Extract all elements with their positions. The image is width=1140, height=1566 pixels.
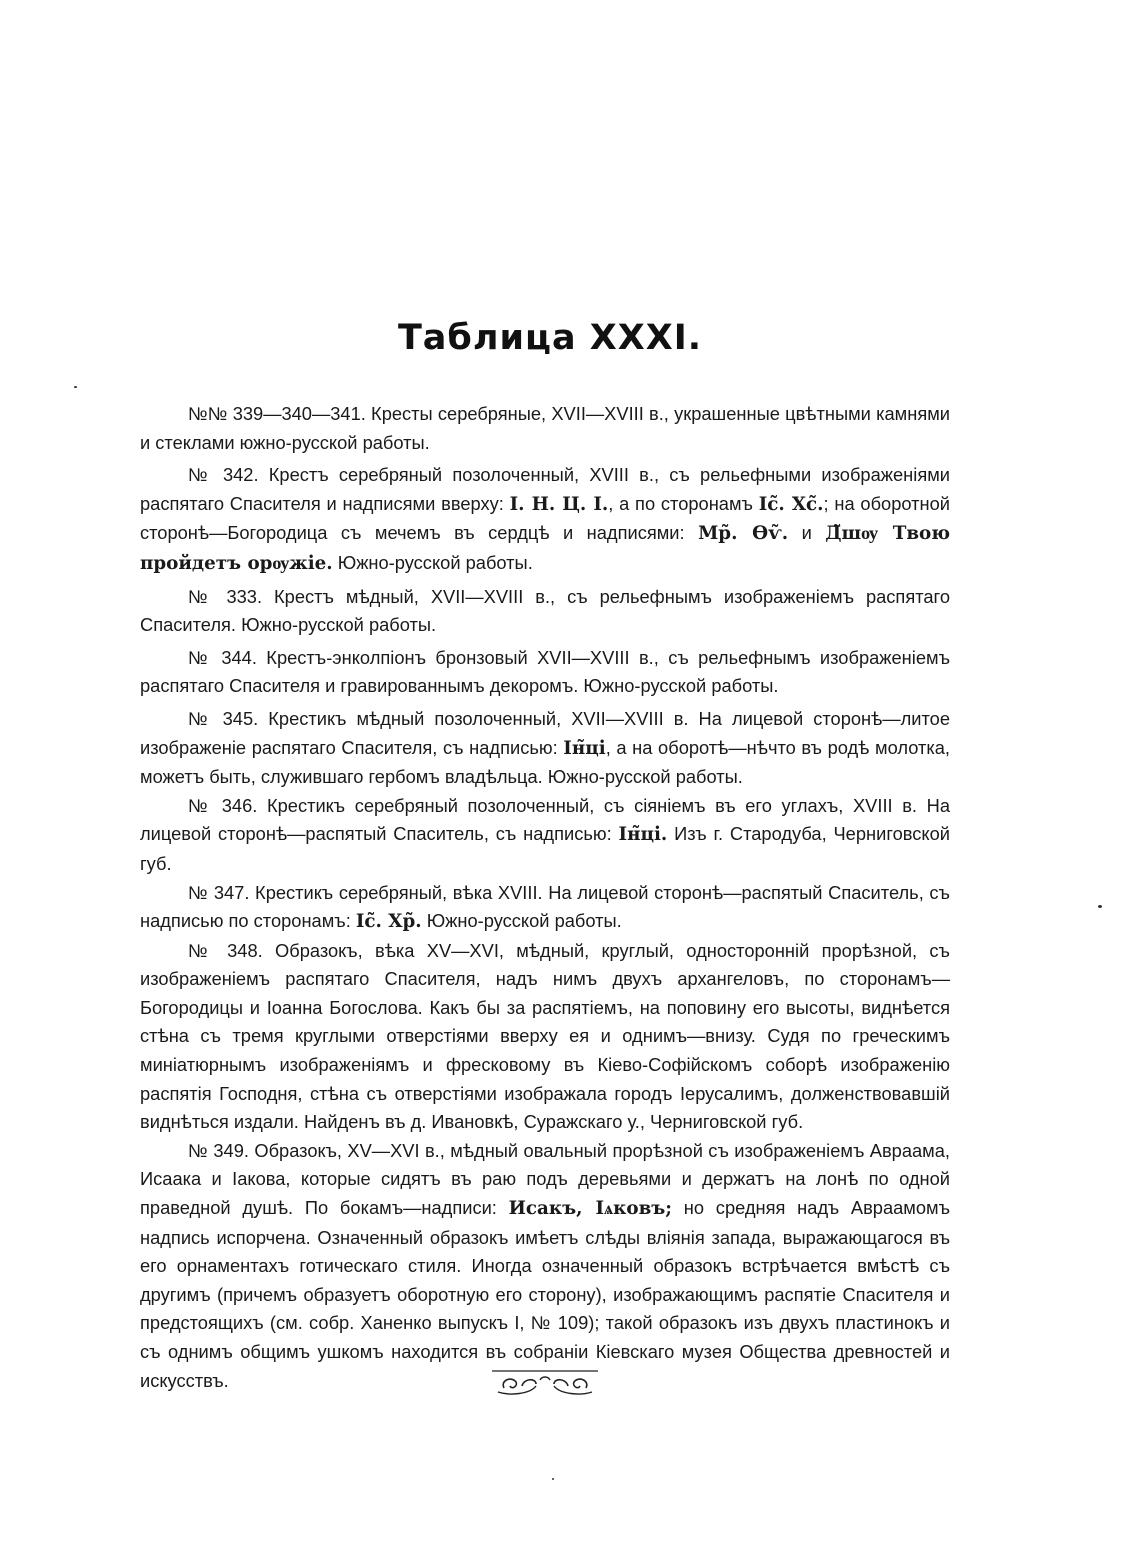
page-title: Таблица XXXI. [397, 318, 703, 358]
inscription-mp-theta: Мр̃. Ѳѵ̃. [698, 523, 789, 545]
inscription-inci: Ін̃ці [563, 737, 606, 759]
entry-345: № 345. Крестикъ мѣдный позолоченный, XVII—XVIII в. На лицевой сторонѣ—литое изображеніе распятаго Спасителя, съ надписью: Ін̃ці, а на оборотѣ—нѣчто въ родѣ молотка, можетъ быть, служившаго гербомъ владѣльца. Южно-русской работы. [140, 707, 951, 788]
entry-349: № 349. Образокъ, XV—XVI в., мѣдный овальный прорѣзной съ изображеніемъ Авраама, Исаака и Іакова, которые сидятъ въ раю подъ деревьями и держатъ на лонѣ по одной праведной душѣ. По бокамъ—надписи: Исакъ, Іѧковъ; но средняя надъ Авраамомъ надпись испорчена. Означенный образокъ имѣетъ слѣды вліянія запада, выражающагося въ его орнаментахъ готическаго стиля. Иногда означенный образокъ встрѣчается вмѣстѣ съ другимъ (причемъ образуетъ оборотную его сторону), изображающимъ распятіе Спасителя и предстоящихъ (см. собр. Ханенко выпускъ I, № 109); такой образокъ изъ двухъ пластинокъ и съ однимъ общимъ ушкомъ находится въ собраніи Кіевскаго музея Общества древностей и искусствъ. [140, 1139, 951, 1391]
scan-speck [552, 1478, 554, 1480]
inscription-isaac-jacob: Исакъ, Іѧковъ; [508, 1198, 673, 1220]
entry-346: № 346. Крестикъ серебряный позолоченный, съ сіяніемъ въ его углахъ, XVIII в. На лицевой сторонѣ—распятый Спаситель, съ надписью: Ін̃ці. Изъ г. Стародуба, Черниговской губ. [140, 794, 950, 874]
scan-speck [1098, 905, 1102, 908]
entry-333: № 333. Крестъ мѣдный, XVII—XVIII в., съ рельефнымъ изображеніемъ распятаго Спасителя. Южно-русской работы. [140, 585, 950, 636]
scan-speck [74, 386, 77, 388]
entry-344: № 344. Крестъ-энколпіонъ бронзовый XVII—XVIII в., съ рельефнымъ изображеніемъ распятаго Спасителя и гравированнымъ декоромъ. Южно-русской работы. [140, 646, 950, 697]
catalog-text [140, 400, 950, 1395]
entry-339-341: №№ 339—340—341. Кресты серебряные, XVII—XVIII в., украшенные цвѣтными камнями и стеклами южно-русской работы. [140, 403, 950, 453]
inscription-ic-xp: Іс̃. Хр̃. [355, 911, 422, 933]
scroll-ornament-icon [490, 1368, 600, 1398]
inscription-inci-2: Ін̃ці. [618, 824, 668, 846]
entry-342: № 342. Крестъ серебряный позолоченный, XVIII в., съ рельефными изображеніями распятаго Спасителя и надписями вверху: I. Н. Ц. I., а по сторонамъ Іс̃. Хс̃.; на оборотной сторонѣ—Богородица съ мечемъ въ сердцѣ и надписями: Мр̃. Ѳѵ̃. и Д̃шѹ Твою пройдетъ орѹжіе. Южно-русской работы. [140, 464, 950, 574]
inscription-inri: I. Н. Ц. I. [509, 493, 609, 515]
entry-347: № 347. Крестикъ серебряный, вѣка XVIII. На лицевой сторонѣ—распятый Спаситель, съ надписью по сторонамъ: Іс̃. Хр̃. Южно-русской работы. [140, 881, 950, 933]
inscription-ic-xc: Іс̃. Хс̃. [758, 493, 824, 515]
entry-348: № 348. Образокъ, вѣка XV—XVI, мѣдный, круглый, односторонній прорѣзной, съ изображеніемъ распятаго Спасителя, надъ нимъ двухъ архангеловъ, по сторонамъ—Богородицы и Іоанна Богослова. Какъ бы за распятіемъ, на поповину его высоты, виднѣется стѣна съ тремя круглыми отверстіями вверху ея и однимъ—внизу. Судя по греческимъ миніатюрнымъ изображеніямъ и фресковому въ Кіево-Софійскомъ соборѣ изображенію распятія Господня, стѣна съ отверстіями изображала городъ Іерусалимъ, долженствовавшій виднѣться издали. Найденъ въ д. Ивановкѣ, Суражскаго у., Черниговской губ. [140, 939, 950, 1133]
inscription-sword: Д̃шѹ Твою пройдетъ орѹжіе. [140, 523, 950, 574]
